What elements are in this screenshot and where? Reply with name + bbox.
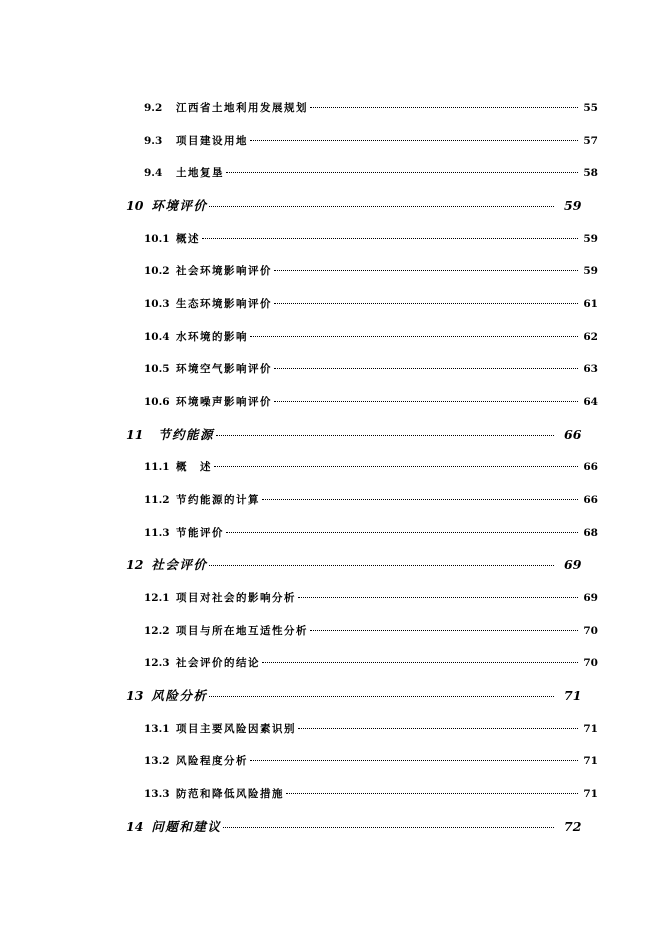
entry-title: 环境评价 bbox=[151, 198, 208, 213]
dot-leader bbox=[274, 401, 578, 402]
entry-number: 11.2 bbox=[144, 494, 170, 506]
entry-title: 节能评价 bbox=[176, 527, 224, 539]
entry-title: 风险程度分析 bbox=[176, 755, 248, 767]
entry-title: 问题和建议 bbox=[151, 819, 222, 834]
dot-leader bbox=[310, 107, 578, 108]
entry-number: 11 bbox=[126, 427, 144, 442]
toc-entry-11-3 bbox=[144, 525, 598, 541]
entry-title: 概述 bbox=[176, 233, 200, 245]
entry-title: 项目对社会的影响分析 bbox=[176, 592, 296, 604]
dot-leader bbox=[214, 466, 578, 467]
entry-title: 土地复垦 bbox=[176, 167, 224, 179]
entry-number: 14 bbox=[126, 819, 144, 834]
entry-page-number: 63 bbox=[583, 363, 598, 375]
entry-page-number: 55 bbox=[583, 102, 598, 114]
entry-title: 节约能源 bbox=[158, 427, 215, 442]
dot-leader bbox=[223, 827, 554, 828]
entry-page-number: 71 bbox=[564, 688, 582, 703]
entry-page-number: 69 bbox=[564, 557, 582, 572]
dot-leader bbox=[262, 499, 578, 500]
entry-title: 环境空气影响评价 bbox=[176, 363, 272, 375]
dot-leader bbox=[274, 270, 578, 271]
dot-leader bbox=[226, 172, 578, 173]
entry-page-number: 70 bbox=[583, 657, 598, 669]
entry-page-number: 69 bbox=[583, 592, 598, 604]
entry-page-number: 71 bbox=[583, 788, 598, 800]
entry-page-number: 68 bbox=[583, 527, 598, 539]
entry-number: 9.3 bbox=[144, 135, 163, 147]
entry-page-number: 59 bbox=[583, 233, 598, 245]
entry-number: 11.3 bbox=[144, 527, 170, 539]
toc-entry-10-6 bbox=[144, 394, 598, 410]
toc-entry-9-2 bbox=[144, 100, 598, 116]
entry-number: 13 bbox=[126, 688, 144, 703]
entry-title: 社会环境影响评价 bbox=[176, 265, 272, 277]
entry-page-number: 61 bbox=[583, 298, 598, 310]
entry-number: 13.1 bbox=[144, 723, 170, 735]
entry-title: 环境噪声影响评价 bbox=[176, 396, 272, 408]
entry-number: 10.5 bbox=[144, 363, 170, 375]
entry-page-number: 58 bbox=[583, 167, 598, 179]
entry-number: 12.2 bbox=[144, 625, 170, 637]
entry-number: 10.4 bbox=[144, 331, 170, 343]
toc-entry-12-2 bbox=[144, 623, 598, 639]
entry-number: 10 bbox=[126, 198, 144, 213]
entry-page-number: 66 bbox=[583, 461, 598, 473]
entry-title: 项目主要风险因素识别 bbox=[176, 723, 296, 735]
toc-entry-11-2 bbox=[144, 492, 598, 508]
dot-leader bbox=[209, 206, 554, 207]
entry-title: 水环境的影响 bbox=[176, 331, 248, 343]
dot-leader bbox=[262, 662, 578, 663]
dot-leader bbox=[209, 696, 554, 697]
entry-title: 防范和降低风险措施 bbox=[176, 788, 284, 800]
toc-chapter-12 bbox=[126, 557, 586, 573]
entry-page-number: 71 bbox=[583, 755, 598, 767]
entry-title: 社会评价的结论 bbox=[176, 657, 260, 669]
entry-number: 12.1 bbox=[144, 592, 170, 604]
toc-entry-12-3 bbox=[144, 655, 598, 671]
entry-page-number: 71 bbox=[583, 723, 598, 735]
toc-entry-13-2 bbox=[144, 753, 598, 769]
dot-leader bbox=[274, 368, 578, 369]
entry-number: 12.3 bbox=[144, 657, 170, 669]
entry-page-number: 64 bbox=[583, 396, 598, 408]
dot-leader bbox=[202, 238, 578, 239]
entry-page-number: 66 bbox=[564, 427, 582, 442]
entry-number: 10.3 bbox=[144, 298, 170, 310]
toc-entry-10-4 bbox=[144, 329, 598, 345]
toc-entry-10-3 bbox=[144, 296, 598, 312]
entry-title: 风险分析 bbox=[151, 688, 208, 703]
entry-page-number: 70 bbox=[583, 625, 598, 637]
entry-title: 生态环境影响评价 bbox=[176, 298, 272, 310]
toc-chapter-10 bbox=[126, 198, 586, 214]
toc-entry-10-5 bbox=[144, 361, 598, 377]
entry-number: 10.1 bbox=[144, 233, 170, 245]
dot-leader bbox=[250, 336, 578, 337]
entry-number: 11.1 bbox=[144, 461, 170, 473]
entry-title: 项目建设用地 bbox=[176, 135, 248, 147]
dot-leader bbox=[274, 303, 578, 304]
entry-page-number: 59 bbox=[583, 265, 598, 277]
toc-chapter-11 bbox=[126, 427, 586, 443]
toc-entry-9-3 bbox=[144, 133, 598, 149]
toc-entry-12-1 bbox=[144, 590, 598, 606]
entry-title: 社会评价 bbox=[151, 557, 208, 572]
entry-number: 12 bbox=[126, 557, 144, 572]
dot-leader bbox=[286, 793, 578, 794]
dot-leader bbox=[298, 597, 578, 598]
dot-leader bbox=[298, 728, 578, 729]
entry-number: 9.2 bbox=[144, 102, 163, 114]
dot-leader bbox=[250, 140, 578, 141]
entry-page-number: 57 bbox=[583, 135, 598, 147]
entry-number: 10.2 bbox=[144, 265, 170, 277]
toc-entry-13-1 bbox=[144, 721, 598, 737]
entry-page-number: 59 bbox=[564, 198, 582, 213]
entry-page-number: 66 bbox=[583, 494, 598, 506]
entry-title: 节约能源的计算 bbox=[176, 494, 260, 506]
toc-entry-13-3 bbox=[144, 786, 598, 802]
entry-title: 概 述 bbox=[176, 461, 212, 473]
toc-entry-10-2 bbox=[144, 263, 598, 279]
toc-entry-9-4 bbox=[144, 165, 598, 181]
entry-page-number: 62 bbox=[583, 331, 598, 343]
entry-page-number: 72 bbox=[564, 819, 582, 834]
toc-chapter-13 bbox=[126, 688, 586, 704]
entry-number: 13.2 bbox=[144, 755, 170, 767]
entry-title: 江西省土地利用发展规划 bbox=[176, 102, 308, 114]
dot-leader bbox=[310, 630, 578, 631]
toc-chapter-14 bbox=[126, 819, 586, 835]
entry-number: 13.3 bbox=[144, 788, 170, 800]
dot-leader bbox=[216, 435, 554, 436]
entry-number: 9.4 bbox=[144, 167, 163, 179]
dot-leader bbox=[226, 532, 578, 533]
dot-leader bbox=[250, 760, 578, 761]
toc-entry-11-1 bbox=[144, 459, 598, 475]
toc-entry-10-1 bbox=[144, 231, 598, 247]
entry-title: 项目与所在地互适性分析 bbox=[176, 625, 308, 637]
dot-leader bbox=[209, 565, 554, 566]
entry-number: 10.6 bbox=[144, 396, 170, 408]
